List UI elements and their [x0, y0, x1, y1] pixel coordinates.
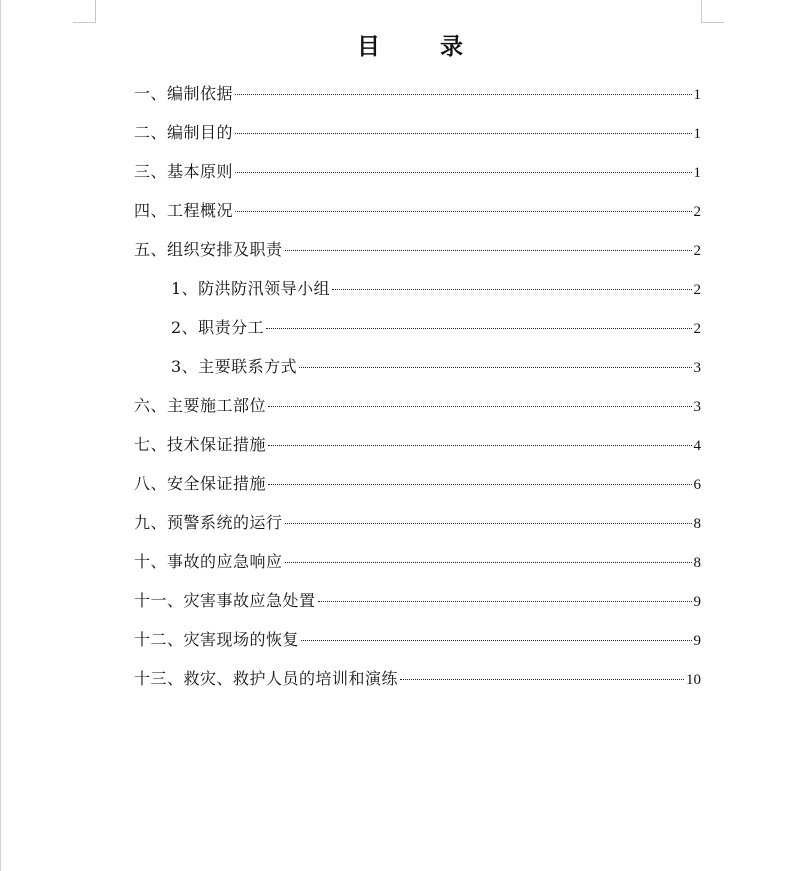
toc-entry[interactable] [134, 505, 701, 544]
toc-dot-leader [266, 327, 691, 329]
toc-page-number: 9 [693, 594, 701, 610]
toc-page-number: 1 [693, 165, 701, 181]
toc-entry[interactable] [134, 154, 701, 193]
toc-entry-text: 四、工程概况 [134, 201, 234, 220]
toc-page-number: 2 [693, 204, 701, 220]
toc-entry-text: 六、主要施工部位 [134, 396, 267, 415]
toc-dot-leader [268, 444, 691, 446]
toc-dot-leader [235, 171, 691, 173]
toc-dot-leader [235, 210, 691, 212]
toc-page-number: 8 [693, 555, 701, 571]
toc-page-number: 3 [693, 399, 701, 415]
toc-entry-text: 九、预警系统的运行 [134, 513, 283, 532]
toc-entry-text: 三、基本原则 [134, 162, 234, 181]
toc-entry[interactable] [134, 466, 701, 505]
toc-page-number: 8 [693, 516, 701, 532]
toc-entry-text: 二、编制目的 [134, 123, 234, 142]
toc-entry[interactable] [134, 388, 701, 427]
toc-entry[interactable] [134, 232, 701, 271]
toc-dot-leader [235, 132, 691, 134]
page-left-edge [0, 0, 1, 871]
toc-page-number: 9 [693, 633, 701, 649]
toc-entry[interactable] [134, 622, 701, 661]
toc-subentry[interactable] [134, 310, 701, 349]
toc-entry-text: 一、编制依据 [134, 84, 234, 103]
toc-page-number: 2 [693, 243, 701, 259]
table-of-contents [134, 76, 701, 700]
toc-entry[interactable] [134, 661, 701, 700]
toc-page-number: 1 [693, 87, 701, 103]
toc-dot-leader [235, 93, 691, 95]
toc-entry[interactable] [134, 193, 701, 232]
toc-dot-leader [285, 561, 692, 563]
toc-subentry[interactable] [134, 271, 701, 310]
toc-dot-leader [268, 405, 691, 407]
toc-entry-text: 七、技术保证措施 [134, 435, 267, 454]
crop-mark-top-right [701, 0, 724, 23]
toc-entry-text: 2、职责分工 [171, 318, 265, 337]
toc-entry[interactable] [134, 583, 701, 622]
toc-entry-text: 十三、救灾、救护人员的培训和演练 [134, 669, 399, 688]
toc-dot-leader [318, 600, 692, 602]
toc-entry-text: 3、主要联系方式 [171, 357, 298, 376]
toc-entry[interactable] [134, 544, 701, 583]
toc-dot-leader [332, 288, 691, 290]
toc-entry-text: 八、安全保证措施 [134, 474, 267, 493]
toc-entry[interactable] [134, 115, 701, 154]
toc-dot-leader [285, 522, 692, 524]
toc-entry[interactable] [134, 427, 701, 466]
toc-dot-leader [285, 249, 692, 251]
toc-page-number: 6 [693, 477, 701, 493]
toc-entry-text: 十一、灾害事故应急处置 [134, 591, 316, 610]
toc-dot-leader [400, 678, 684, 680]
toc-entry-text: 十、事故的应急响应 [134, 552, 283, 571]
toc-page-number: 2 [693, 282, 701, 298]
toc-subentry[interactable] [134, 349, 701, 388]
toc-page-number: 10 [686, 672, 701, 688]
toc-entry-text: 十二、灾害现场的恢复 [134, 630, 300, 649]
toc-dot-leader [299, 366, 691, 368]
toc-dot-leader [268, 483, 691, 485]
toc-entry-text: 五、组织安排及职责 [134, 240, 283, 259]
toc-page-number: 2 [693, 321, 701, 337]
toc-page-number: 3 [693, 360, 701, 376]
toc-title: 目 录 [356, 33, 489, 60]
crop-mark-top-left [73, 0, 96, 23]
toc-page-number: 4 [693, 438, 701, 454]
toc-entry-text: 1、防洪防汛领导小组 [171, 279, 331, 298]
toc-page-number: 1 [693, 126, 701, 142]
toc-entry[interactable] [134, 76, 701, 115]
toc-dot-leader [301, 639, 691, 641]
